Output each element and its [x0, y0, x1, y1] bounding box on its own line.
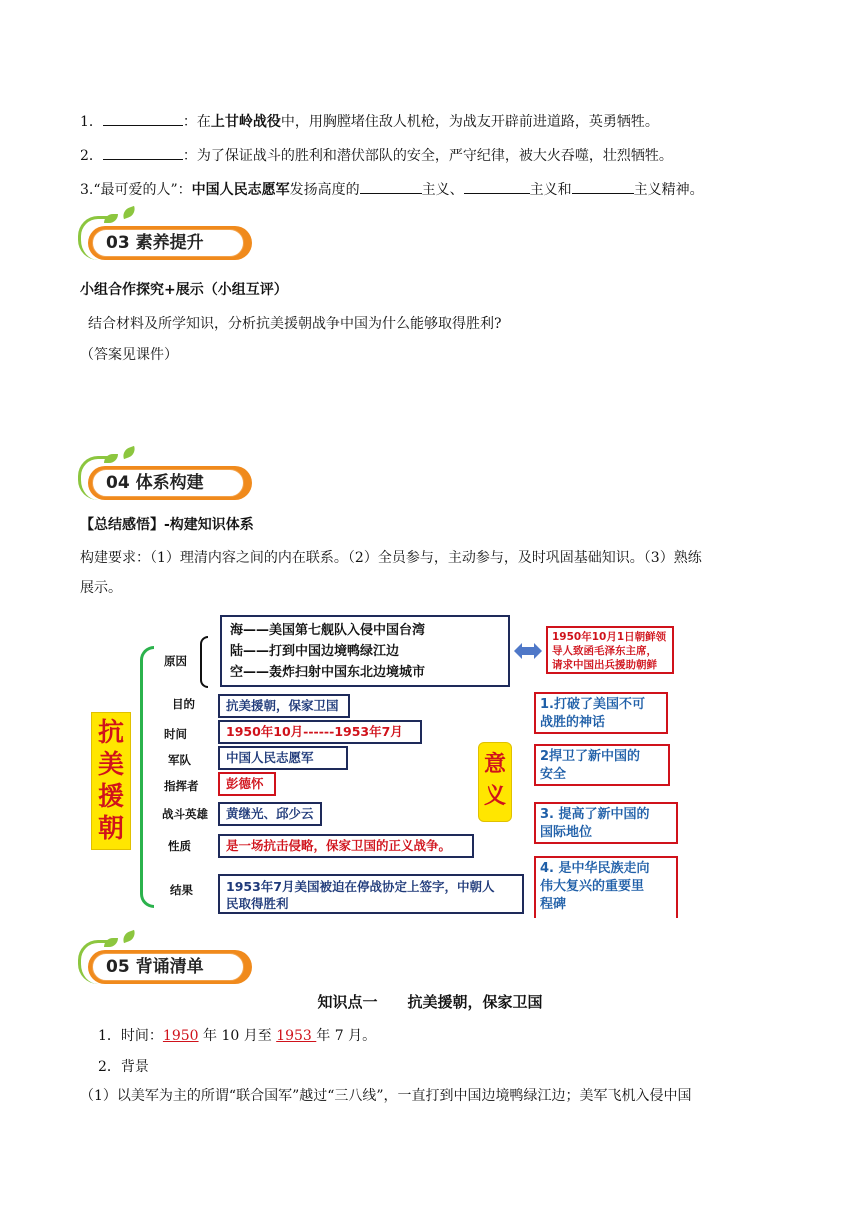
- question-line-3: [80, 179, 704, 200]
- significance-line: 安全: [540, 767, 567, 782]
- significance-line: 国际地位: [540, 825, 593, 840]
- section-banner-05: [78, 932, 258, 984]
- goal-box: 抗美援朝，保家卫国: [218, 694, 350, 718]
- knowledge-point-heading: 知识点一 抗美援朝，保家卫国: [317, 993, 543, 1011]
- leaf-icon: [121, 446, 137, 459]
- knowledge-diagram: [84, 612, 684, 922]
- label-goal: 目的: [172, 697, 195, 711]
- cause-line: 空——轰炸扫射中国东北边境城市: [230, 665, 426, 680]
- q3-blank-2: [464, 179, 530, 194]
- main-title-char: 援: [97, 782, 124, 812]
- q1-prefix: 1．: [80, 114, 103, 130]
- q3-b: 主义、: [421, 182, 464, 198]
- result-line: 民取得胜利: [226, 896, 289, 911]
- significance-item-2: [534, 744, 670, 786]
- significance-line: 4. 是中华民族走向: [540, 861, 650, 876]
- significance-line: 战胜的神话: [540, 715, 606, 730]
- main-title-char: 抗: [97, 718, 124, 748]
- s03-title: 小组合作探究+展示（小组互评）: [80, 282, 288, 298]
- cause-box: [220, 615, 510, 687]
- item1-year-end: 1953: [276, 1028, 317, 1044]
- section-banner-04: [78, 448, 258, 500]
- significance-line: 1.打破了美国不可: [540, 697, 645, 712]
- q3-c: 主义和: [529, 182, 572, 198]
- q2-blank: [103, 145, 183, 160]
- s05-item-1: [98, 1026, 376, 1046]
- commander-box: 彭德怀: [218, 772, 276, 796]
- q3-blank-3: [572, 179, 634, 194]
- s05-item-3: （1）以美军为主的所谓“联合国军”越过“三八线”，一直打到中国边境鸭绿江边；美军飞机入侵中国: [80, 1088, 692, 1104]
- q3-a: 发扬高度的: [289, 182, 360, 198]
- q2-text: ：为了保证战斗的胜利和潜伏部队的安全，严守纪律，被大火吞噬，壮烈牺牲。: [182, 148, 673, 164]
- main-title-box: [91, 712, 131, 850]
- leaf-icon: [121, 930, 137, 943]
- question-line-1: [80, 111, 659, 132]
- section-title-03: 03 素养提升: [106, 233, 204, 253]
- significance-line: 3. 提高了新中国的: [540, 807, 650, 822]
- significance-item-4: [534, 856, 678, 918]
- main-title-char: 美: [97, 750, 124, 780]
- item1-year-start: 1950: [162, 1028, 199, 1044]
- leaf-icon: [121, 206, 137, 219]
- q3-bold: 中国人民志愿军: [191, 182, 290, 198]
- label-heroes: 战斗英雄: [162, 807, 208, 821]
- s04-requirement-line-1: 构建要求：（1）理清内容之间的内在联系。（2）全员参与，主动参与，及时巩固基础知识。（3）熟练: [80, 550, 702, 566]
- q1-text-a: ：在: [182, 114, 211, 130]
- label-army: 军队: [168, 753, 191, 767]
- result-box: [218, 874, 524, 914]
- q3-blank-1: [360, 179, 422, 194]
- item1-mid: 年 10 月至: [198, 1028, 277, 1044]
- significance-label: [478, 742, 512, 822]
- green-bracket: [140, 646, 154, 908]
- section-title-05: 05 背诵清单: [106, 957, 204, 977]
- s05-item-2: 2．背景: [98, 1059, 149, 1075]
- section-banner-03: [78, 208, 258, 260]
- s03-question: 结合材料及所学知识，分析抗美援朝战争中国为什么能够取得胜利?: [88, 316, 502, 332]
- main-title-char: 朝: [97, 814, 124, 844]
- result-line: 1953年7月美国被迫在停战协定上签字，中朝人: [226, 879, 495, 894]
- cause-line: 海——美国第七舰队入侵中国台湾: [230, 623, 426, 638]
- significance-char: 义: [483, 784, 506, 809]
- leaf-icon: [104, 938, 118, 947]
- time-box: 1950年10月------1953年7月: [218, 720, 422, 744]
- cause-line: 陆——打到中国边境鸭绿江边: [230, 644, 400, 659]
- side-note-line: 导人致函毛泽东主席，: [552, 645, 657, 657]
- leaf-icon: [104, 454, 118, 463]
- question-line-2: [80, 145, 673, 166]
- double-arrow-icon: [514, 642, 542, 660]
- significance-line: 程碑: [540, 897, 567, 912]
- side-note-box: [546, 626, 674, 674]
- label-time: 时间: [164, 727, 187, 741]
- significance-line: 伟大复兴的重要里: [540, 879, 645, 894]
- s04-title-rest: -构建知识体系: [164, 517, 254, 533]
- side-note-line: 1950年10月1日朝鲜领: [552, 631, 667, 643]
- s04-requirement-line-2: 展示。: [80, 580, 122, 596]
- item1-suffix: 年 7 月。: [316, 1028, 377, 1044]
- q2-prefix: 2．: [80, 148, 103, 164]
- army-box: 中国人民志愿军: [218, 746, 348, 770]
- label-nature: 性质: [168, 839, 191, 853]
- nature-box: 是一场抗击侵略，保家卫国的正义战争。: [218, 834, 474, 858]
- section-title-04: 04 体系构建: [106, 473, 204, 493]
- label-cause: 原因: [164, 654, 187, 668]
- significance-item-3: [534, 802, 678, 844]
- significance-char: 意: [483, 752, 506, 777]
- label-result: 结果: [170, 883, 193, 897]
- cause-brace: [200, 636, 208, 688]
- significance-line: 2捍卫了新中国的: [540, 749, 641, 764]
- q3-d: 主义精神。: [633, 182, 704, 198]
- q3-prefix: 3.“最可爱的人”：: [80, 182, 192, 198]
- q1-blank: [103, 111, 183, 126]
- label-commander: 指挥者: [164, 779, 199, 793]
- s04-title: [80, 515, 254, 535]
- side-note-line: 请求中国出兵援助朝鲜: [552, 659, 657, 671]
- q1-text-b: 中，用胸膛堵住敌人机枪，为战友开辟前进道路，英勇牺牲。: [280, 114, 659, 130]
- significance-item-1: [534, 692, 668, 734]
- s03-note: （答案见课件）: [80, 347, 178, 363]
- s04-title-bracket: 【总结感悟】: [80, 517, 164, 533]
- q1-bold: 上甘岭战役: [210, 114, 281, 130]
- leaf-icon: [104, 214, 118, 223]
- item1-prefix: 1．时间：: [98, 1028, 163, 1044]
- heroes-box: 黄继光、邱少云: [218, 802, 322, 826]
